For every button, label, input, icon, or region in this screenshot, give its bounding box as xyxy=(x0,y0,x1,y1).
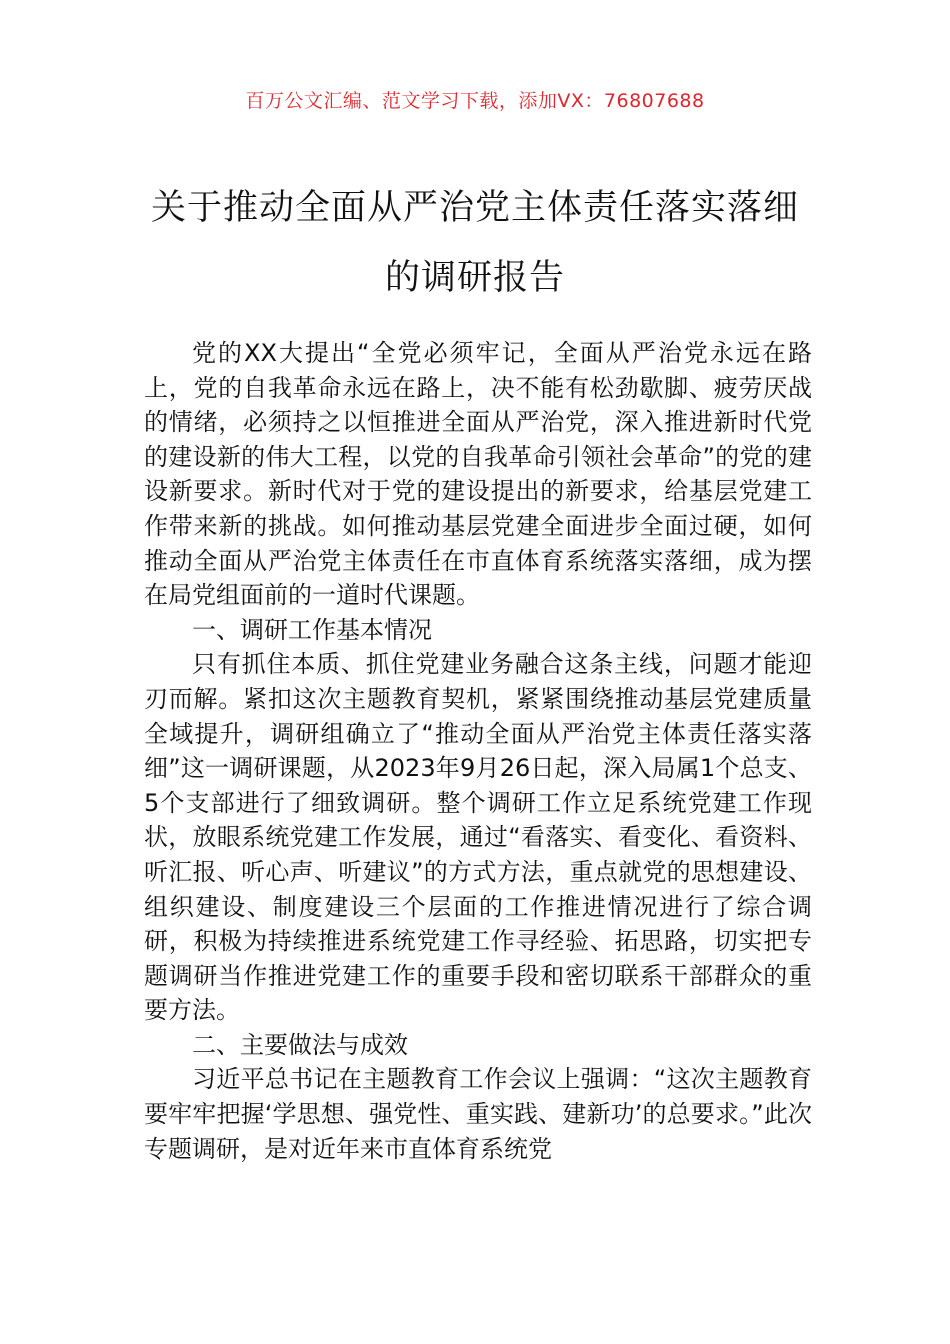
section-heading-2: 二、主要做法与成效 xyxy=(192,1030,408,1059)
section-heading-1: 一、调研工作基本情况 xyxy=(192,615,432,644)
body-paragraph-intro: 党的XX大提出“全党必须牢记，全面从严治党永远在路上，党的自我革命永远在路上，决不能有松劲歇脚、疲劳厌战的情绪，必须持之以恒推进全面从严治党，深入推进新时代党的建设新的伟大工程，以党的自我革命引领社会革命”的党的建设新要求。新时代对于党的建设提出的新要求，给基层党建工作带来新的挑战。如何推动基层党建全面进步全面过硬，如何推动全面从严治党主体责任在市直体育系统落实落细，成为摆在局党组面前的一道时代课题。 xyxy=(144,339,812,610)
body-paragraph-section-2: 习近平总书记在主题教育工作会议上强调：“这次主题教育要牢牢把握‘学思想、强党性、重实践、建新功’的总要求。”此次专题调研，是对近年来市直体育系统党 xyxy=(144,1065,812,1163)
document-title-line-1: 关于推动全面从严治党主体责任落实落细 xyxy=(150,188,799,228)
promo-header-note: 百万公文汇编、范文学习下载，添加VX：76807688 xyxy=(245,90,705,112)
document-title-line-2: 的调研报告 xyxy=(384,258,565,298)
document-body xyxy=(144,336,812,1166)
body-paragraph-section-1: 只有抓住本质、抓住党建业务融合这条主线，问题才能迎刃而解。紧扣这次主题教育契机，紧紧围绕推动基层党建质量全域提升，调研组确立了“推动全面从严治党主体责任落实落细”这一调研课题，从2023年9月26日起，深入局属1个总支、5个支部进行了细致调研。整个调研工作立足系统党建工作现状，放眼系统党建工作发展，通过“看落实、看变化、看资料、听汇报、听心声、听建议”的方式方法，重点就党的思想建设、组织建设、制度建设三个层面的工作推进情况进行了综合调研，积极为持续推进系统党建工作寻经验、拓思路，切实把专题调研当作推进党建工作的重要手段和密切联系干部群众的重要方法。 xyxy=(144,650,812,1025)
